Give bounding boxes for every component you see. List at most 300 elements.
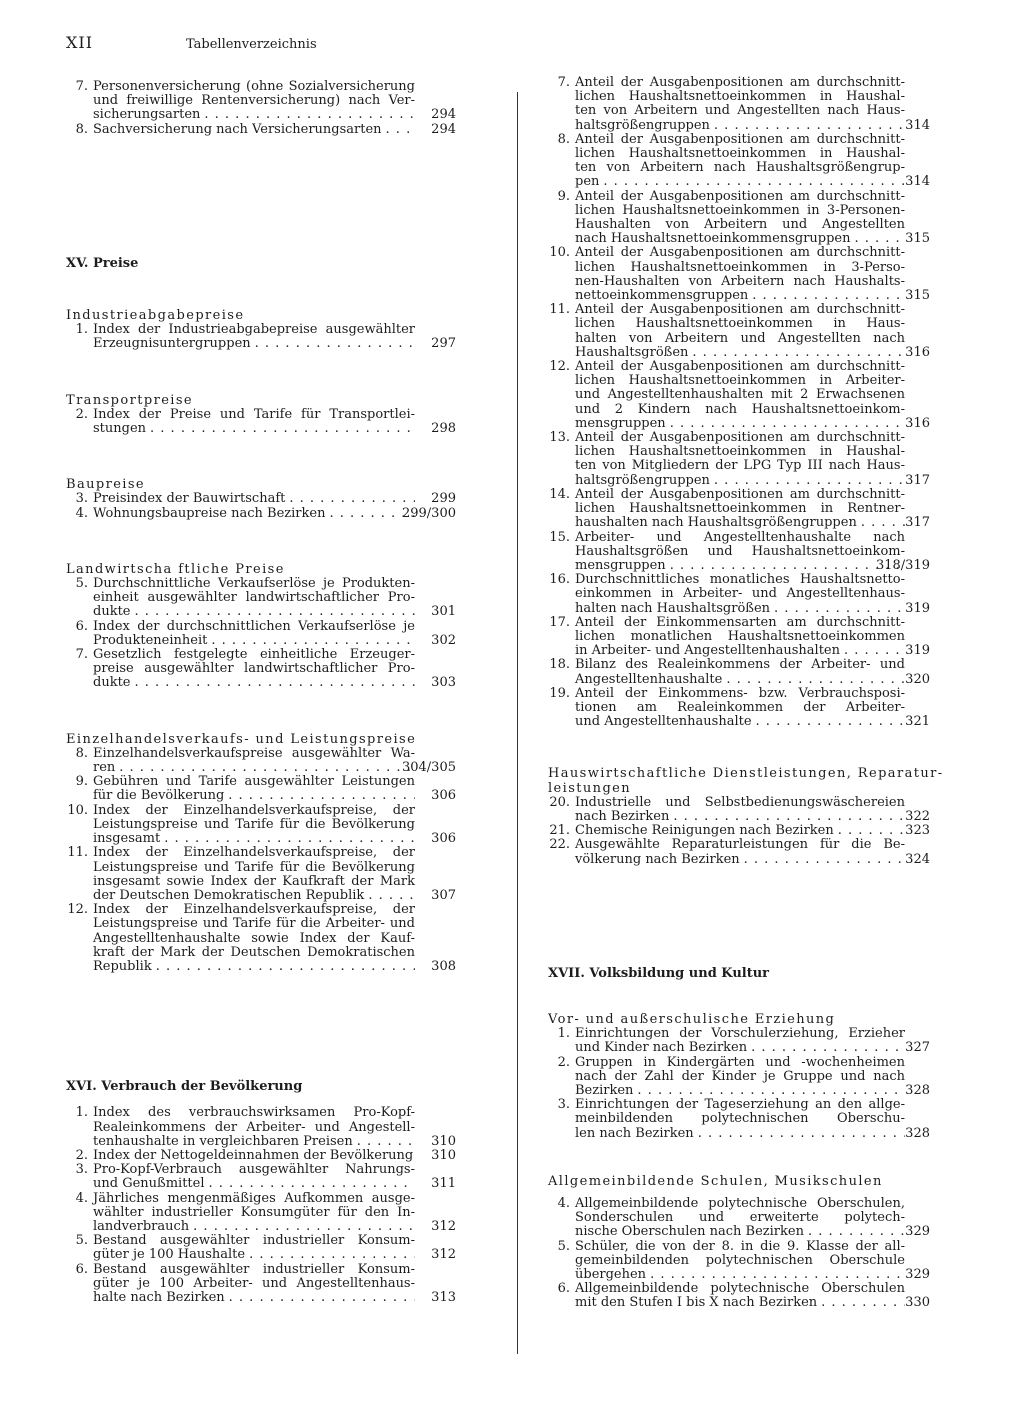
- entry-title-line: insgesamt: [93, 831, 161, 847]
- entry-number: 19.: [549, 685, 570, 701]
- page-reference: 329: [905, 1267, 930, 1283]
- entry-title-line: Wohnungsbaupreise nach Bezirken: [93, 505, 326, 521]
- entry-title-line: lichen Haushaltsnettoeinkommen in 3-Perso-: [575, 259, 905, 275]
- entry-title-line: lichen Haushaltsnettoeinkommen in 3-Personen-: [575, 202, 905, 218]
- page-reference: 327: [905, 1040, 930, 1056]
- leader-dots: [650, 1268, 905, 1282]
- entry-title-line: und 2 Kindern nach Haushaltsnettoeinkom-: [575, 401, 905, 417]
- entry-title: [93, 577, 415, 620]
- entry-title: [93, 775, 415, 803]
- entry-title-last-line: [93, 889, 415, 903]
- toc-entry: [548, 431, 948, 488]
- entry-title-line: halten nach Haushaltsgrößen: [575, 600, 771, 616]
- entry-title: [575, 658, 905, 686]
- entry-title-line: Industrielle und Selbstbedienungswäschereien: [575, 794, 905, 810]
- section-heading-xvi: XVI. Verbrauch der Bevölkerung: [66, 1079, 303, 1095]
- entry-title-line: Einrichtungen der Vorschulerziehung, Erzieher: [575, 1026, 905, 1042]
- entry-title: [575, 531, 905, 574]
- leader-dots: [673, 810, 905, 824]
- entry-title-last-line: [93, 123, 415, 137]
- toc-entry: [548, 1282, 948, 1310]
- page-reference: 322: [905, 808, 930, 824]
- toc-entry: [66, 80, 486, 123]
- entry-title: [575, 190, 905, 247]
- leader-dots: [714, 474, 905, 488]
- page-reference: 328: [905, 1082, 930, 1098]
- page-reference: 298: [431, 421, 456, 437]
- entry-title-last-line: [575, 1296, 905, 1310]
- entry-title-line: tenhaushalte in vergleichbaren Preisen: [93, 1133, 353, 1149]
- page-reference: 312: [431, 1218, 456, 1234]
- entry-title-last-line: [575, 1041, 905, 1055]
- toc-entry: [66, 1106, 486, 1149]
- entry-title-line: Angestelltenhaushalte sowie Index der Kauf-: [93, 930, 415, 946]
- leader-dots: [637, 1084, 905, 1098]
- entry-title-last-line: [575, 474, 905, 488]
- entry-title-line: Leistungspreise und Tarife für die Bevölkerung: [93, 859, 415, 875]
- entry-title: [575, 133, 905, 190]
- entry-title-line: Index der Einzelhandelsverkaufspreise, der: [93, 902, 415, 918]
- entry-title: [575, 573, 905, 616]
- page-reference: 318/319: [875, 557, 930, 573]
- entry-number: 20.: [549, 794, 570, 810]
- entry-title-line: Durchschnittliches monatliches Haushaltsnetto-: [575, 572, 905, 588]
- toc-entry: [548, 1056, 948, 1099]
- entry-title-line: Gebühren und Tarife ausgewählter Leistungen: [93, 774, 415, 790]
- page-reference: 308: [431, 958, 456, 974]
- entry-title: [575, 616, 905, 659]
- toc-entry: [66, 577, 486, 620]
- group-heading-allgemeinbildende-schulen: Allgemeinbildende Schulen, Musikschulen: [548, 1173, 883, 1189]
- page-reference: 323: [905, 823, 930, 839]
- group-heading-einzelhandel: Einzelhandelsverkaufs- und Leistungspreise: [66, 731, 417, 747]
- entry-title-last-line: [93, 761, 415, 775]
- entry-title-line: einheit ausgewählter landwirtschaftlicher Pro-: [93, 590, 415, 606]
- entry-number: 6.: [75, 1261, 88, 1277]
- entry-title-line: lichen Haushaltsnettoeinkommen in Rentner-: [575, 501, 905, 517]
- entry-title: [93, 1192, 415, 1235]
- running-title: Tabellenverzeichnis: [186, 37, 317, 52]
- entry-title: [93, 903, 415, 974]
- entry-number: 13.: [549, 430, 570, 446]
- entry-title: [575, 824, 905, 838]
- entry-title-line: Index der Preise und Tarife für Transportlei-: [93, 406, 415, 422]
- page-reference: 319: [905, 643, 930, 659]
- entry-title: [93, 123, 415, 137]
- leader-dots: [209, 1177, 416, 1191]
- entry-title-line: Ausgewählte Reparaturleistungen für die Be-: [575, 837, 905, 853]
- entry-title-line: Haushalten von Arbeitern und Angestellten: [575, 217, 905, 233]
- entry-number: 2.: [75, 1147, 88, 1163]
- entry-title-last-line: [93, 492, 415, 506]
- entry-title: [93, 492, 415, 506]
- entry-number: 8.: [75, 745, 88, 761]
- entry-number: 5.: [75, 576, 88, 592]
- entry-title-line: sicherungsarten: [93, 107, 201, 123]
- entry-title-line: lichen Haushaltsnettoeinkommen in Haushal-: [575, 444, 905, 460]
- toc-entry: [548, 616, 948, 659]
- entry-title-line: Produkteneinheit: [93, 632, 208, 648]
- leader-dots: [156, 960, 415, 974]
- leader-dots: [289, 492, 415, 506]
- entry-number: 16.: [549, 572, 570, 588]
- entry-title-last-line: [575, 516, 905, 530]
- entry-title-last-line: [575, 853, 905, 867]
- entry-title-line: gemeinbildenden polytechnischen Oberschule: [575, 1252, 905, 1268]
- entry-title: [93, 804, 415, 847]
- entry-title-line: Anteil der Ausgabenpositionen am durchschnitt-: [575, 131, 905, 147]
- toc-entry: [548, 246, 948, 303]
- entry-number: 4.: [557, 1196, 570, 1211]
- page-reference: 312: [431, 1247, 456, 1263]
- entry-title-line: und freiwillige Rentenversicherung) nach Ver-: [93, 93, 415, 109]
- entry-number: 11.: [67, 845, 88, 861]
- entry-title-line: Haushaltsgrößen und Haushaltsnettoeinkom-: [575, 543, 905, 559]
- entry-title-line: lichen Haushaltsnettoeinkommen in Haushal-: [575, 146, 905, 162]
- leader-dots: [135, 605, 416, 619]
- leader-dots: [670, 559, 905, 573]
- entry-title-line: stungen: [93, 421, 147, 437]
- entry-number: 3.: [557, 1097, 570, 1113]
- entry-title-last-line: [575, 232, 905, 246]
- entry-title-last-line: [93, 832, 415, 846]
- page-reference: 314: [905, 117, 930, 133]
- entry-title-last-line: [575, 644, 905, 658]
- page-reference: 319: [905, 600, 930, 616]
- entry-title-line: Anteil der Ausgabenpositionen am durchschnitt-: [575, 430, 905, 446]
- entry-number: 4.: [75, 505, 88, 521]
- page-reference: 311: [431, 1176, 456, 1192]
- entry-title: [93, 1106, 415, 1149]
- entry-number: 5.: [557, 1238, 570, 1254]
- entry-title-line: Index des verbrauchswirksamen Pro-Kopf-: [93, 1105, 415, 1121]
- page-reference: 316: [905, 344, 930, 360]
- entry-title-last-line: [93, 1135, 415, 1149]
- entry-title: [575, 360, 905, 431]
- entry-title-line: Bestand ausgewählter industrieller Konsum-: [93, 1261, 415, 1277]
- entry-title-line: Anteil der Ausgabenpositionen am durchschnitt-: [575, 245, 905, 261]
- page-reference: 329: [905, 1224, 930, 1240]
- entry-title-line: Pro-Kopf-Verbrauch ausgewählter Nahrungs-: [93, 1162, 415, 1178]
- entry-title-line: Angestelltenhaushalte: [575, 671, 723, 687]
- entry-title-line: Anteil der Ausgabenpositionen am durchschnitt-: [575, 302, 905, 318]
- leader-dots: [368, 889, 415, 903]
- leader-dots: [821, 1296, 905, 1310]
- entry-title-line: Bestand ausgewählter industrieller Konsum-: [93, 1233, 415, 1249]
- entry-title: [575, 1027, 905, 1055]
- entry-title-line: güter je 100 Arbeiter- und Angestelltenhaus-: [93, 1275, 415, 1291]
- entry-number: 21.: [549, 823, 570, 839]
- entry-number: 15.: [549, 529, 570, 545]
- entry-title: [93, 408, 415, 436]
- entry-title: [575, 1282, 905, 1310]
- entry-list: [66, 1106, 486, 1305]
- toc-entry: [66, 123, 486, 137]
- page-reference: 303: [431, 675, 456, 691]
- entry-title-line: Sonderschulen und erweiterte polytech-: [575, 1210, 905, 1226]
- entry-title-line: und Genußmittel: [93, 1176, 205, 1192]
- page-reference: 330: [905, 1295, 930, 1311]
- entry-title-line: len nach Bezirken: [575, 1125, 694, 1141]
- toc-entry: [548, 531, 948, 574]
- toc-entry: [66, 1192, 486, 1235]
- entry-title-last-line: [93, 676, 415, 690]
- toc-entry: [66, 903, 486, 974]
- entry-list: [66, 577, 486, 691]
- entry-number: 8.: [557, 131, 570, 147]
- entry-title-last-line: [575, 1268, 905, 1282]
- entry-title-line: und Angestelltenhaushalte: [575, 714, 752, 730]
- entry-title-line: nen-Haushalten von Arbeitern nach Haushalts-: [575, 273, 905, 289]
- page-reference: 314: [905, 174, 930, 190]
- toc-entry: [66, 507, 486, 521]
- entry-title-last-line: [575, 715, 905, 729]
- leader-dots: [692, 346, 905, 360]
- left-column: [66, 80, 486, 1305]
- entry-title-line: Anteil der Ausgabenpositionen am durchschnitt-: [575, 486, 905, 502]
- entry-number: 2.: [75, 406, 88, 422]
- group-heading-baupreise: Baupreise: [66, 477, 146, 493]
- entry-title-last-line: [575, 1225, 905, 1239]
- entry-title-line: Allgemeinbildende polytechnische Oberschulen,: [575, 1196, 905, 1211]
- entry-number: 7.: [557, 75, 570, 90]
- entry-title-line: ten von Mitgliedern der LPG Typ III nach Haus-: [575, 458, 905, 474]
- page-reference: 317: [905, 515, 930, 531]
- entry-title-last-line: [575, 175, 905, 189]
- entry-number: 8.: [75, 121, 88, 137]
- entry-number: 10.: [67, 802, 88, 818]
- entry-title-line: Index der Nettogeldeinnahmen der Bevölkerung: [93, 1147, 414, 1163]
- group-heading-vorschulische-erziehung: Vor- und außerschulische Erziehung: [548, 1011, 836, 1027]
- group-heading-hauswirtschaft-line-1: Hauswirtschaftliche Dienstleistungen, Reparatur-: [548, 766, 944, 782]
- toc-entry: [66, 775, 486, 803]
- entry-title: [93, 747, 415, 775]
- entry-title-line: güter je 100 Haushalte: [93, 1247, 246, 1263]
- leader-dots: [255, 337, 415, 351]
- toc-entry: [66, 804, 486, 847]
- entry-title-last-line: [575, 417, 905, 431]
- entry-title-line: übergehen: [575, 1267, 647, 1283]
- entry-title-line: Index der Industrieabgabepreise ausgewählter: [93, 322, 415, 338]
- entry-number: 5.: [75, 1233, 88, 1249]
- entry-title-line: der Deutschen Demokratischen Republik: [93, 887, 365, 903]
- entry-number: 3.: [75, 1162, 88, 1178]
- leader-dots: [249, 1248, 415, 1262]
- leader-dots: [698, 1127, 905, 1141]
- entry-title: [93, 507, 415, 521]
- entry-title-line: Realeinkommens der Arbeiter- und Angestell-: [93, 1119, 415, 1135]
- toc-entry: [66, 747, 486, 775]
- leader-dots: [752, 289, 905, 303]
- page-reference: 299/300: [401, 505, 456, 521]
- leader-dots: [844, 644, 905, 658]
- entry-title-line: Sachversicherung nach Versicherungsarten: [93, 121, 382, 137]
- entry-number: 12.: [549, 359, 570, 375]
- entry-title-line: meinbildenden polytechnischen Oberschu-: [575, 1111, 905, 1127]
- group-heading-hauswirtschaft-line-2: leistungen: [548, 780, 632, 796]
- leader-dots: [119, 761, 415, 775]
- entry-title-line: haltsgrößengruppen: [575, 472, 710, 488]
- entry-title-last-line: [93, 634, 415, 648]
- entry-title-line: kraft der Mark der Deutschen Demokratischen: [93, 944, 415, 960]
- entry-title-last-line: [93, 422, 415, 436]
- leader-dots: [386, 123, 415, 137]
- entry-title-line: Einrichtungen der Tageserziehung an den allge-: [575, 1097, 905, 1113]
- leader-dots: [670, 417, 905, 431]
- entry-title-line: Einzelhandelsverkaufspreise ausgewählter Wa-: [93, 745, 415, 761]
- entry-title-line: wählter industrieller Konsumgüter für den In-: [93, 1204, 415, 1220]
- entry-number: 2.: [557, 1054, 570, 1070]
- page-reference: 304/305: [401, 760, 456, 776]
- entry-title-line: und Angestelltenhaushalten mit 2 Erwachsenen: [575, 387, 905, 403]
- group-heading-landwirtschaftliche-preise: Landwirtscha ftliche Preise: [66, 561, 285, 577]
- entry-title-line: nische Oberschulen nach Bezirken: [575, 1224, 804, 1240]
- entry-title-line: Gesetzlich festgelegte einheitliche Erzeuger-: [93, 647, 415, 663]
- leader-dots: [774, 602, 905, 616]
- toc-entry: [66, 648, 486, 691]
- entry-number: 10.: [549, 245, 570, 261]
- leader-dots: [603, 175, 905, 189]
- entry-number: 1.: [75, 1105, 88, 1121]
- entry-title: [575, 246, 905, 303]
- right-column: [548, 76, 948, 1311]
- entry-title-last-line: [575, 673, 905, 687]
- page-reference: 328: [905, 1125, 930, 1141]
- entry-title-last-line: [575, 1084, 905, 1098]
- entry-title: [575, 1056, 905, 1099]
- entry-title: [575, 431, 905, 488]
- entry-list: [548, 1027, 948, 1141]
- entry-title-line: nach Bezirken: [575, 808, 670, 824]
- entry-title-last-line: [93, 1149, 415, 1163]
- toc-entry: [66, 1234, 486, 1262]
- entry-title-last-line: [93, 1248, 415, 1262]
- entry-title-line: ren: [93, 760, 116, 776]
- page-reference: 310: [431, 1133, 456, 1149]
- page-reference: 321: [905, 714, 930, 730]
- toc-entry: [548, 1098, 948, 1141]
- page-reference: 306: [431, 831, 456, 847]
- toc-entry: [548, 303, 948, 360]
- leader-dots: [751, 1041, 905, 1055]
- entry-title-line: dukte: [93, 675, 131, 691]
- entry-title-last-line: [575, 602, 905, 616]
- leader-dots: [135, 676, 416, 690]
- entry-title-last-line: [93, 789, 415, 803]
- entry-title-line: halte nach Bezirken: [93, 1289, 225, 1305]
- toc-entry: [548, 488, 948, 531]
- entry-title-last-line: [93, 507, 415, 521]
- entry-title: [575, 1197, 905, 1240]
- entry-title-line: und Kinder nach Bezirken: [575, 1040, 748, 1056]
- entry-list: [66, 323, 486, 351]
- entry-number: 6.: [557, 1281, 570, 1297]
- leader-dots: [714, 119, 905, 133]
- entry-number: 7.: [75, 79, 88, 94]
- toc-entry: [66, 846, 486, 903]
- entry-title-line: Bezirken: [575, 1082, 634, 1098]
- entry-number: 9.: [557, 188, 570, 204]
- entry-title-line: Anteil der Ausgabenpositionen am durchschnitt-: [575, 359, 905, 375]
- entry-title-line: landverbrauch: [93, 1218, 190, 1234]
- entry-title-line: Anteil der Einkommensarten am durchschnitt-: [575, 614, 905, 630]
- entry-title-line: nach der Zahl der Kinder je Gruppe und nach: [575, 1068, 905, 1084]
- entry-number: 3.: [75, 491, 88, 507]
- toc-entry: [548, 573, 948, 616]
- page-reference: 310: [431, 1147, 456, 1163]
- entry-title: [575, 1098, 905, 1141]
- page-reference: 302: [431, 632, 456, 648]
- page-reference: 301: [431, 604, 456, 620]
- entry-title-line: Index der Einzelhandelsverkaufspreise, der: [93, 802, 415, 818]
- entry-list: [548, 796, 948, 867]
- leader-dots: [211, 634, 415, 648]
- entry-title: [93, 648, 415, 691]
- toc-entry: [66, 408, 486, 436]
- toc-entry: [66, 492, 486, 506]
- entry-title-last-line: [575, 119, 905, 133]
- entry-title-line: in Arbeiter- und Angestelltenhaushalten: [575, 643, 841, 659]
- page-reference: 294: [431, 121, 456, 137]
- page-reference: 306: [431, 788, 456, 804]
- leader-dots: [150, 422, 415, 436]
- entry-title-line: Leistungspreise und Tarife für die Bevölkerung: [93, 816, 415, 832]
- group-heading-industrieabgabepreise: Industrieabgabepreise: [66, 308, 245, 324]
- entry-title-line: für die Bevölkerung: [93, 788, 225, 804]
- entry-title-line: Durchschnittliche Verkaufserlöse je Produkten-: [93, 576, 415, 592]
- toc-entry: [66, 1263, 486, 1306]
- entry-number: 4.: [75, 1190, 88, 1206]
- entry-title: [93, 1149, 415, 1163]
- entry-title-line: haltsgrößengruppen: [575, 117, 710, 133]
- entry-title-line: Leistungspreise und Tarife für die Arbeiter- und: [93, 916, 415, 932]
- page-reference: 313: [431, 1289, 456, 1305]
- entry-title: [93, 1163, 415, 1191]
- entry-title-line: Anteil der Ausgabenpositionen am durchschnitt-: [575, 75, 905, 90]
- leader-dots: [855, 232, 906, 246]
- page-reference: 324: [905, 851, 930, 867]
- entry-title-last-line: [575, 289, 905, 303]
- page-reference: 294: [431, 107, 456, 123]
- toc-entry: [548, 133, 948, 190]
- entry-title-line: Republik: [93, 958, 152, 974]
- entry-title: [575, 796, 905, 824]
- toc-entry: [548, 824, 948, 838]
- page-header: [66, 33, 317, 52]
- entry-list: [66, 492, 486, 520]
- toc-entry: [548, 838, 948, 866]
- entry-title-line: nettoeinkommensgruppen: [575, 288, 749, 304]
- entry-title: [93, 620, 415, 648]
- entry-title-line: mit den Stufen I bis X nach Bezirken: [575, 1295, 818, 1311]
- leader-dots: [164, 832, 415, 846]
- entry-title-line: lichen Haushaltsnettoeinkommen in Arbeiter-: [575, 373, 905, 389]
- leader-dots: [726, 673, 905, 687]
- entry-title-line: ten von Arbeitern und Angestellten nach Haus-: [575, 103, 905, 119]
- entry-title-line: Jährliches mengenmäßiges Aufkommen ausge-: [93, 1190, 415, 1206]
- entry-title-line: dukte: [93, 604, 131, 620]
- leader-dots: [756, 715, 905, 729]
- page-reference: 299: [431, 491, 456, 507]
- entry-title-line: ten von Arbeitern nach Haushaltsgrößengrup-: [575, 160, 905, 176]
- entry-title: [93, 80, 415, 123]
- toc-entry: [66, 323, 486, 351]
- leader-dots: [229, 1291, 415, 1305]
- entry-list: [66, 80, 486, 137]
- entry-title-line: Schüler, die von der 8. in die 9. Klasse der all-: [575, 1238, 905, 1254]
- entry-title-line: tionen am Realeinkommen der Arbeiter-: [575, 699, 905, 715]
- entry-title-last-line: [93, 108, 415, 122]
